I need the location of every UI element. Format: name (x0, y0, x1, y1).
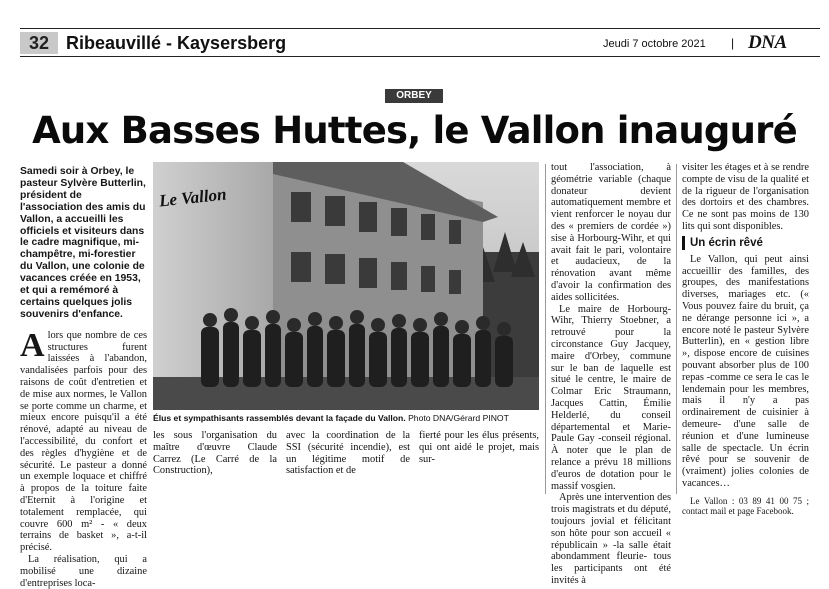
section-title: Ribeauvillé - Kaysersberg (66, 33, 287, 53)
page-number: 32 (20, 32, 58, 54)
building-sign: Le Vallon (158, 184, 228, 211)
column-1-text-2: La réalisation, qui a mobilisé une dizaine d'entreprises loca- (20, 553, 147, 589)
photo-caption (153, 413, 539, 424)
column-5-paragraph-2: Le Vallon, qui peut ainsi accueillir des familles, des groupes, des manifestations diverses, mariages etc. (« Vous pouvez faire du bruit, ça ne dérange personne ici », a encore noté le pasteur Sylvère Butterlin), en « gestion libre », dispose encore de cuisines pouvant absorber plus de 100 repas -comme ce sera le cas le lendemain pour les membres, mais il n'y a pas ordinairement de cuisinier à demeure- d'une salle de réunion et d'une lumineuse salle de spectacle. Un écrin rêvé pour se souvenir de (vraiment) jolies colonies de vacances… (682, 253, 809, 489)
header-rule-bottom (20, 56, 820, 57)
drop-cap: A (20, 326, 45, 364)
column-5 (682, 162, 809, 517)
column-1 (20, 166, 147, 589)
header-rule-top (20, 28, 820, 29)
header-separator: | (731, 36, 735, 50)
article-photo (153, 162, 539, 410)
column-1-body (20, 326, 147, 554)
column-4-paragraph-1: tout l'association, à géométrie variable (chaque donateur devient automatiquement membre et vient renforcer le noyau dur des « premiers de cordée ») sise à Horbourg-Wihr, et qui avait fait le pari, volontaire et audacieux, de la rénovation avant même d'avoir la confirmation des aides sollicitées. (551, 162, 671, 303)
column-2-text: les sous l'organisation du maître d'œuvre Claude Carrez (Le Carré de la Construction), (153, 430, 277, 477)
subheading: Un écrin rêvé (682, 236, 809, 250)
article-title: Aux Basses Huttes, le Vallon inauguré (32, 109, 797, 152)
article-kicker: ORBEY (385, 89, 443, 103)
issue-date: Jeudi 7 octobre 2021 (603, 38, 706, 50)
column-4-paragraph-3: Après une intervention des trois magistrats et du député, toujours jovial et félicitant son hôte pour son accueil « républicain » -la salle était abondamment fleurie- tous les participants ont été invités à (551, 492, 671, 586)
column-4-paragraph-2: Le maire de Horbourg-Wihr, Thierry Stoebner, a retrouvé pour la circonstance Guy Jacquey, maire d'Orbey, commune sur le ban de laquelle est situé le centre, le maire de Colmar Eric Straumann, Jacques Cattin, Émilie Helderlé, du conseil départemental et Marie-Paule Gay -conseil régional. À noter que le plan de relance a prévu 18 millions d'euros de dotation pour le massif vosgien. (551, 303, 671, 492)
column-4 (551, 162, 671, 587)
photo-credit: Photo DNA/Gérard PINOT (408, 413, 509, 423)
caption-text: Élus et sympathisants rassemblés devant la façade du Vallon. (153, 413, 406, 423)
column-rule (545, 164, 546, 494)
newspaper-logo: DNA (748, 32, 787, 53)
column-3b-text: fierté pour les élus présents, qui ont aidé le projet, mais sur- (419, 430, 539, 465)
contact-info: Le Vallon : 03 89 41 00 75 ; contact mail et page Facebook. (682, 495, 809, 517)
column-5-paragraph-1: visiter les étages et à se rendre compte de visu de la qualité et de la rigueur de l'organisation des dortoirs et des chambres. Ce ne sont pas moins de 130 lits qui sont disponibles. (682, 162, 809, 232)
column-1-text: lors que nombre de ces structures furent laissées à l'abandon, vandalisées parfois pour des raisons de coût d'entretien et de mise aux normes, le Vallon se porte comme un charme, et mieux encore puisqu'il a été rénové, adapté au niveau de l'accessibilité, du confort et des règles d'hygiène et de sécurité. Le pasteur a donné un exemple loquace et chiffré à propos de la toiture faite d'Eternit à l'origine et totalement remplacée, qui couvre 600 m² - « deux terrains de basket », a-t-il précisé. (20, 329, 147, 554)
column-rule (676, 164, 677, 494)
column-3-text: avec la coordination de la SSI (sécurité incendie), est un légitime motif de satisfaction et de (286, 430, 410, 477)
article-lead: Samedi soir à Orbey, le pasteur Sylvère Butterlin, président de l'association des amis du Vallon, a accueilli les officiels et visiteurs dans le cadre magnifique, mi-champêtre, mi-forestier du Vallon, une colonie de vacances créée en 1953, et qui a remémoré à certains quelques jolis souvenirs d'enfance. (20, 166, 146, 320)
